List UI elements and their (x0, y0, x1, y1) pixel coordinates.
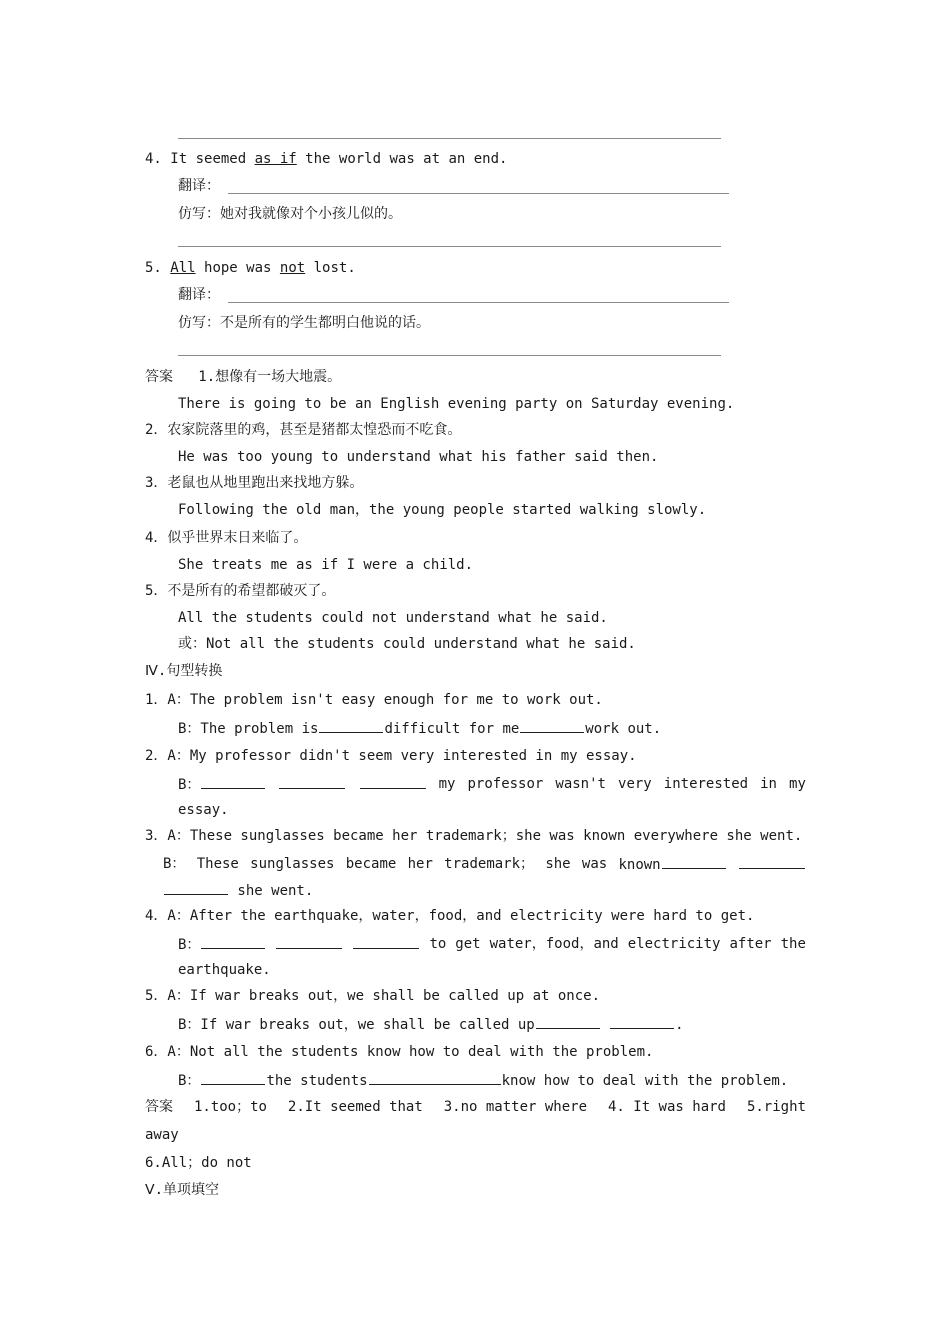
fill-blank[interactable] (276, 935, 342, 949)
exercise-5a: 5．A：If war breaks out，we shall be called up at once. (145, 988, 601, 1004)
answer-text: 或：Not all the students could understand what he said. (178, 636, 636, 652)
answer-line (178, 355, 721, 356)
answer-line (178, 138, 721, 139)
answer-text: 3．老鼠也从地里跑出来找地方躲。 (145, 475, 364, 491)
fill-blank[interactable] (520, 719, 584, 733)
exercise-4a: 4．A：After the earthquake，water，food，and electricity were hard to get. (145, 908, 755, 924)
fill-blank[interactable] (319, 719, 383, 733)
fill-blank[interactable] (279, 775, 345, 789)
exercise-6b: B： the students know how to deal with the problem. (178, 1073, 789, 1089)
answer-text: He was too young to understand what his father said then. (178, 449, 659, 465)
fill-blank[interactable] (610, 1015, 674, 1029)
exercise-6a: 6．A：Not all the students know how to deal with the problem. (145, 1044, 654, 1060)
answer-label: 答案 (145, 1099, 173, 1115)
fill-blank[interactable] (201, 1071, 265, 1085)
fill-blank[interactable] (164, 881, 228, 895)
exercise-1b: B：The problem is difficult for me work out. (178, 721, 662, 737)
section-title: Ⅴ.单项填空 (145, 1182, 220, 1198)
exercise-3b: B： These sunglasses became her trademark； she was known (163, 855, 806, 874)
fill-blank[interactable] (201, 775, 265, 789)
translate-answer-line (228, 193, 729, 194)
translate-label: 翻译： (178, 287, 220, 303)
fill-blank[interactable] (662, 855, 726, 869)
fill-blank[interactable] (739, 855, 805, 869)
exercise-3a: 3．A：These sunglasses became her trademark；she was known everywhere she went. (145, 828, 803, 844)
question-4: 4. It seemed as if the world was at an end. (145, 151, 508, 167)
answer-text: 5．不是所有的希望都破灭了。 (145, 583, 336, 599)
translate-label: 翻译： (178, 178, 220, 194)
exercise-5b: B：If war breaks out，we shall be called up . (178, 1017, 684, 1033)
answer-text: 2．农家院落里的鸡，甚至是猪都太惶恐而不吃食。 (145, 422, 462, 438)
section-title: Ⅳ.句型转换 (145, 663, 223, 679)
exercise-1a: 1．A：The problem isn't easy enough for me to work out. (145, 692, 603, 708)
exercise-2a: 2．A：My professor didn't seem very interested in my essay. (145, 748, 637, 764)
answer-line (178, 246, 721, 247)
fill-blank[interactable] (369, 1071, 501, 1085)
answer-text: away (145, 1127, 179, 1143)
answer-text: There is going to be an English evening party on Saturday evening. (178, 396, 735, 412)
translate-answer-line (228, 302, 729, 303)
question-number: 5. (145, 260, 162, 276)
fill-blank[interactable] (536, 1015, 600, 1029)
underlined-phrase: as if (254, 151, 297, 167)
answer-key-2: 答案 1.too；to 2.It seemed that 3.no matter where 4. It was hard 5.right (145, 1099, 806, 1115)
question-5: 5. All hope was not lost. (145, 260, 356, 276)
fill-blank[interactable] (353, 935, 419, 949)
imitate-prompt: 仿写：她对我就像对个小孩儿似的。 (178, 206, 402, 222)
fill-blank[interactable] (201, 935, 265, 949)
answer-text: She treats me as if I were a child. (178, 557, 474, 573)
answer-text: All the students could not understand what he said. (178, 610, 608, 626)
answer-text: 4．似乎世界末日来临了。 (145, 530, 308, 546)
exercise-4b: B： to get water，food，and electricity after the (178, 936, 806, 953)
exercise-3b-cont: she went. (163, 881, 313, 900)
exercise-4b-cont: earthquake. (178, 962, 271, 978)
exercise-2b-cont: essay. (178, 802, 229, 818)
answer-key-1: 答案 1.想像有一场大地震。 (145, 369, 342, 385)
fill-blank[interactable] (360, 775, 426, 789)
exercise-2b: B： my professor wasn't very interested in my (178, 776, 806, 793)
answer-text: 6.All；do not (145, 1155, 252, 1171)
question-number: 4. (145, 151, 162, 167)
answer-text: Following the old man，the young people started walking slowly. (178, 502, 707, 518)
imitate-prompt: 仿写：不是所有的学生都明白他说的话。 (178, 315, 430, 331)
answer-label: 答案 (145, 369, 173, 385)
